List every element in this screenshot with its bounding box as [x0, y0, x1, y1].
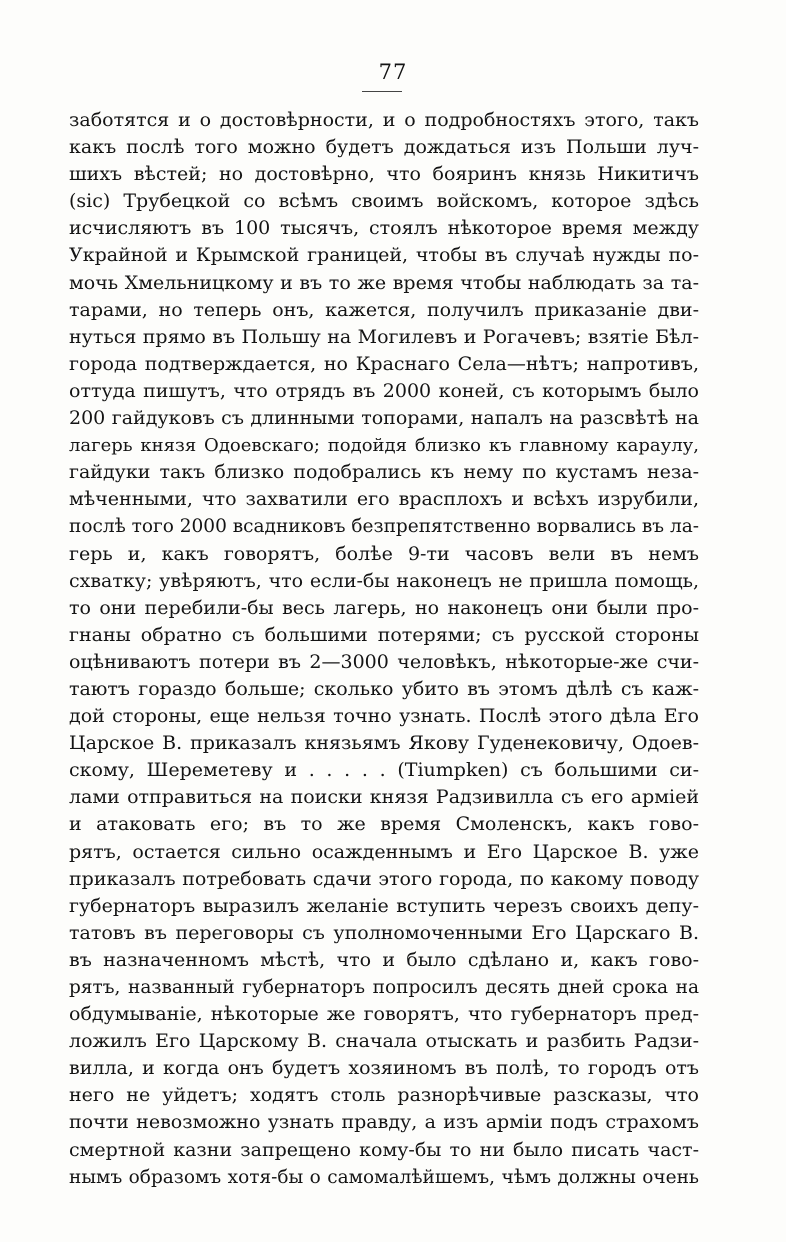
text-line: татовъ въ переговоры съ уполномоченными Его Царскаго В. [69, 921, 699, 944]
text-line: 200 гайдуковъ съ длинными топорами, напалъ на разсвѣтѣ на [69, 407, 699, 430]
text-line: заботятся и о достовѣрности, и о подробностяхъ этого, такъ [69, 109, 699, 131]
text-line: Украйной и Крымской границей, чтобы въ случаѣ нужды по- [69, 244, 699, 267]
text-line: послѣ того 2000 всадниковъ безпрепятственно ворвались въ ла- [69, 516, 699, 538]
text-line: города подтверждается, но Краснаго Села—нѣтъ; напротивъ, [69, 352, 699, 375]
text-line: нуться прямо въ Польшу на Могилевъ и Рогачевъ; взятіе Бѣл- [69, 325, 699, 348]
text-line: оцѣниваютъ потери въ 2—3000 человѣкъ, нѣкоторые-же счи- [69, 650, 699, 673]
text-line: (sic) Трубецкой со всѣмъ своимъ войскомъ, которое здѣсь [69, 190, 699, 213]
text-line: губернаторъ выразилъ желаніе вступить черезъ своихъ депу- [69, 894, 699, 917]
text-line: почти невозможно узнать правду, а изъ арміи подъ страхомъ [69, 1111, 699, 1134]
text-line: оттуда пишутъ, что отрядъ въ 2000 коней, съ которымъ было [69, 379, 699, 402]
text-line: мочь Хмельницкому и въ то же время чтобы наблюдать за та- [69, 271, 699, 294]
text-line: лагерь князя Одоевскаго; подойдя близко къ главному караулу, [69, 435, 699, 457]
text-line: Царское В. приказалъ князьямъ Якову Гуденековичу, Одоев- [69, 732, 699, 755]
text-line: дой стороны, еще нельзя точно узнать. Послѣ этого дѣла Его [69, 705, 699, 728]
page-number: 77 [378, 60, 408, 84]
text-line: герь и, какъ говорятъ, болѣе 9-ти часовъ вели въ немъ [69, 542, 699, 565]
page-number-rule [362, 91, 402, 92]
text-line: въ назначенномъ мѣстѣ, что и было сдѣлано и, какъ гово- [69, 948, 699, 971]
text-line: него не уйдетъ; ходятъ столь разнорѣчивые разсказы, что [69, 1084, 699, 1107]
text-line: обдумываніе, нѣкоторые же говорятъ, что губернаторъ пред- [69, 1003, 699, 1026]
text-line: гайдуки такъ близко подобрались къ нему по кустамъ неза- [69, 461, 699, 484]
text-line: лами отправиться на поиски князя Радзивилла съ его арміей [69, 786, 699, 809]
text-line: рятъ, названный губернаторъ попросилъ десять дней срока на [69, 977, 699, 998]
text-line: гнаны обратно съ большими потерями; съ русской стороны [69, 623, 699, 646]
text-line: вилла, и когда онъ будетъ хозяиномъ въ полѣ, то городъ отъ [69, 1057, 699, 1080]
text-line: нымъ образомъ хотя-бы о самомалѣйшемъ, чѣмъ должны очень [69, 1166, 699, 1188]
text-line: приказалъ потребовать сдачи этого города, по какому поводу [69, 867, 699, 890]
text-line: и атаковать его; въ то же время Смоленскъ, какъ гово- [69, 813, 699, 836]
text-line: тарами, но теперь онъ, кажется, получилъ приказаніе дви- [69, 298, 699, 321]
text-line: рятъ, остается сильно осажденнымъ и Его Царское В. уже [69, 840, 699, 863]
text-line: таютъ гораздо больше; сколько убито въ этомъ дѣлѣ съ каж- [69, 677, 699, 700]
text-line: то они перебили-бы весь лагерь, но наконецъ они были про- [69, 596, 699, 619]
body-text [69, 107, 699, 1191]
text-line: исчисляютъ въ 100 тысячъ, стоялъ нѣкоторое время между [69, 217, 699, 240]
text-line: скому, Шереметеву и . . . . . (Tiumpken) съ большими си- [69, 759, 699, 782]
text-line: ложилъ Его Царскому В. сначала отыскать и разбить Радзи- [69, 1030, 699, 1053]
text-line: какъ послѣ того можно будетъ дождаться изъ Польши луч- [69, 136, 699, 159]
text-line: схватку; увѣряютъ, что если-бы наконецъ не пришла помощь, [69, 569, 699, 592]
text-line: мѣченными, что захватили его врасплохъ и всѣхъ изрубили, [69, 488, 699, 511]
text-line: смертной казни запрещено кому-бы то ни было писать част- [69, 1138, 699, 1161]
text-line: шихъ вѣстей; но достовѣрно, что бояринъ князь Никитичъ [69, 163, 699, 186]
